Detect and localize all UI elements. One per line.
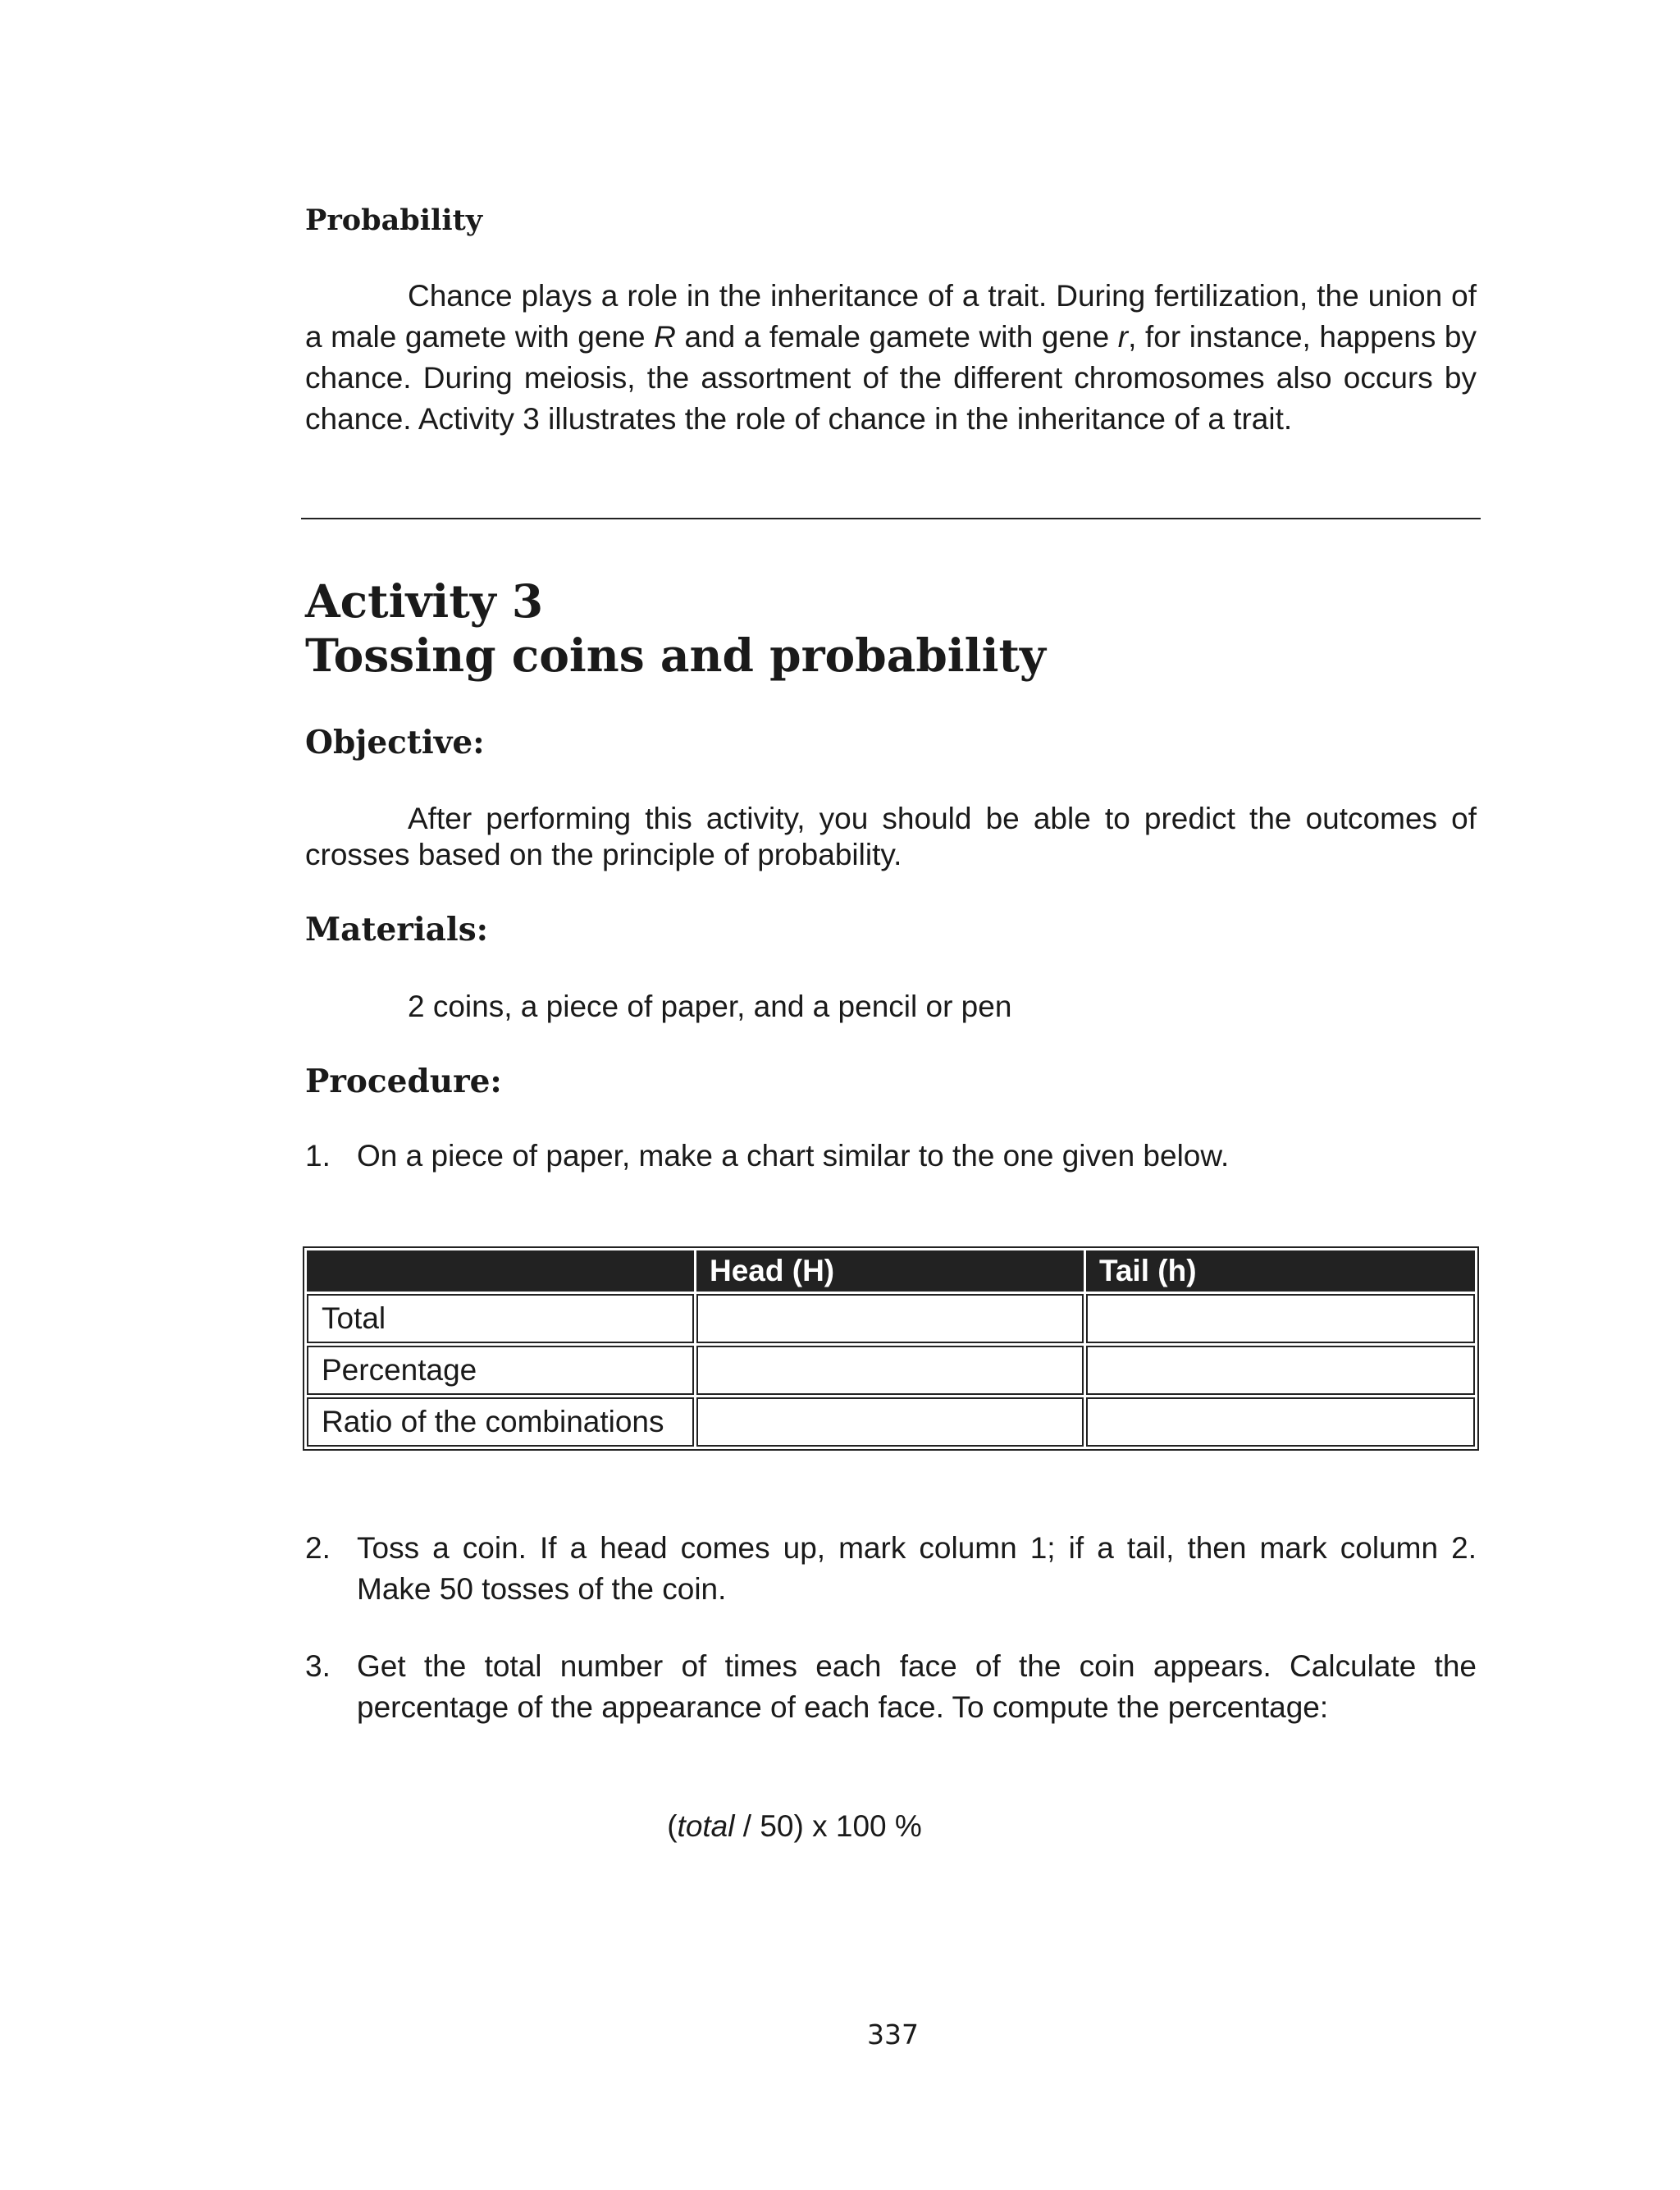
chart-header-blank: [307, 1250, 694, 1292]
activity-name: Tossing coins and probability: [305, 629, 1046, 682]
section-heading: Probability: [305, 203, 483, 237]
head-cell: [696, 1397, 1084, 1447]
procedure-step-2: [305, 1528, 1477, 1610]
procedure-step-1: [305, 1136, 1477, 1177]
gene-R: R: [654, 320, 676, 354]
step-text: Toss a coin. If a head comes up, mark column 1; if a tail, then mark column 2. Make 50 tosses of the coin.: [357, 1531, 1477, 1606]
head-cell: [696, 1346, 1084, 1395]
results-chart: [303, 1246, 1479, 1451]
row-label: Percentage: [307, 1346, 694, 1395]
materials-text: 2 coins, a piece of paper, and a pencil or pen: [408, 990, 1012, 1023]
materials-heading: Materials:: [305, 911, 489, 949]
procedure-heading: Procedure:: [305, 1063, 502, 1100]
page-number: 337: [867, 2019, 919, 2051]
chart-header-row: [307, 1250, 1475, 1292]
chart-header-tail: Tail (h): [1086, 1250, 1475, 1292]
step-number: 3.: [305, 1649, 331, 1683]
formula-open: (: [667, 1809, 678, 1843]
head-cell: [696, 1294, 1084, 1343]
tail-cell: [1086, 1397, 1475, 1447]
intro-text-3: , for instance, happens by chance. During meiosis, the assortment of the different chromosomes also occurs by chance. Activity 3 illustrates the role of chance in the inheritance of a trait.: [305, 320, 1477, 436]
formula-rest: / 50) x 100 %: [734, 1809, 922, 1843]
objective-heading: Objective:: [305, 724, 485, 761]
tail-cell: [1086, 1294, 1475, 1343]
table-row: [307, 1294, 1475, 1343]
table-row: [307, 1346, 1475, 1395]
intro-text-2: and a female gamete with gene: [675, 320, 1118, 354]
intro-text-1: Chance plays a role in the inheritance of a trait. During fertilization, the union of a male gamete with gene: [305, 279, 1477, 354]
tail-cell: [1086, 1346, 1475, 1395]
activity-number: Activity 3: [305, 574, 544, 628]
step-number: 2.: [305, 1531, 331, 1565]
intro-paragraph: [305, 276, 1477, 440]
gene-r: r: [1117, 320, 1129, 354]
formula-variable: total: [677, 1809, 735, 1843]
percentage-formula: [305, 1809, 1477, 1844]
table-row: [307, 1397, 1475, 1447]
row-label: Total: [307, 1294, 694, 1343]
step-text: Get the total number of times each face of the coin appears. Calculate the percentage of the appearance of each face. To compute the percentage:: [357, 1649, 1477, 1724]
step-number: 1.: [305, 1139, 331, 1173]
row-label: Ratio of the combinations: [307, 1397, 694, 1447]
procedure-step-3: [305, 1646, 1477, 1728]
divider-line: [301, 518, 1481, 519]
objective-text: After performing this activity, you should be able to predict the outcomes of crosses based on the principle of probability.: [305, 802, 1477, 871]
step-text: On a piece of paper, make a chart similar to the one given below.: [357, 1139, 1230, 1173]
chart-header-head: Head (H): [696, 1250, 1084, 1292]
activity-title: [305, 574, 1046, 683]
